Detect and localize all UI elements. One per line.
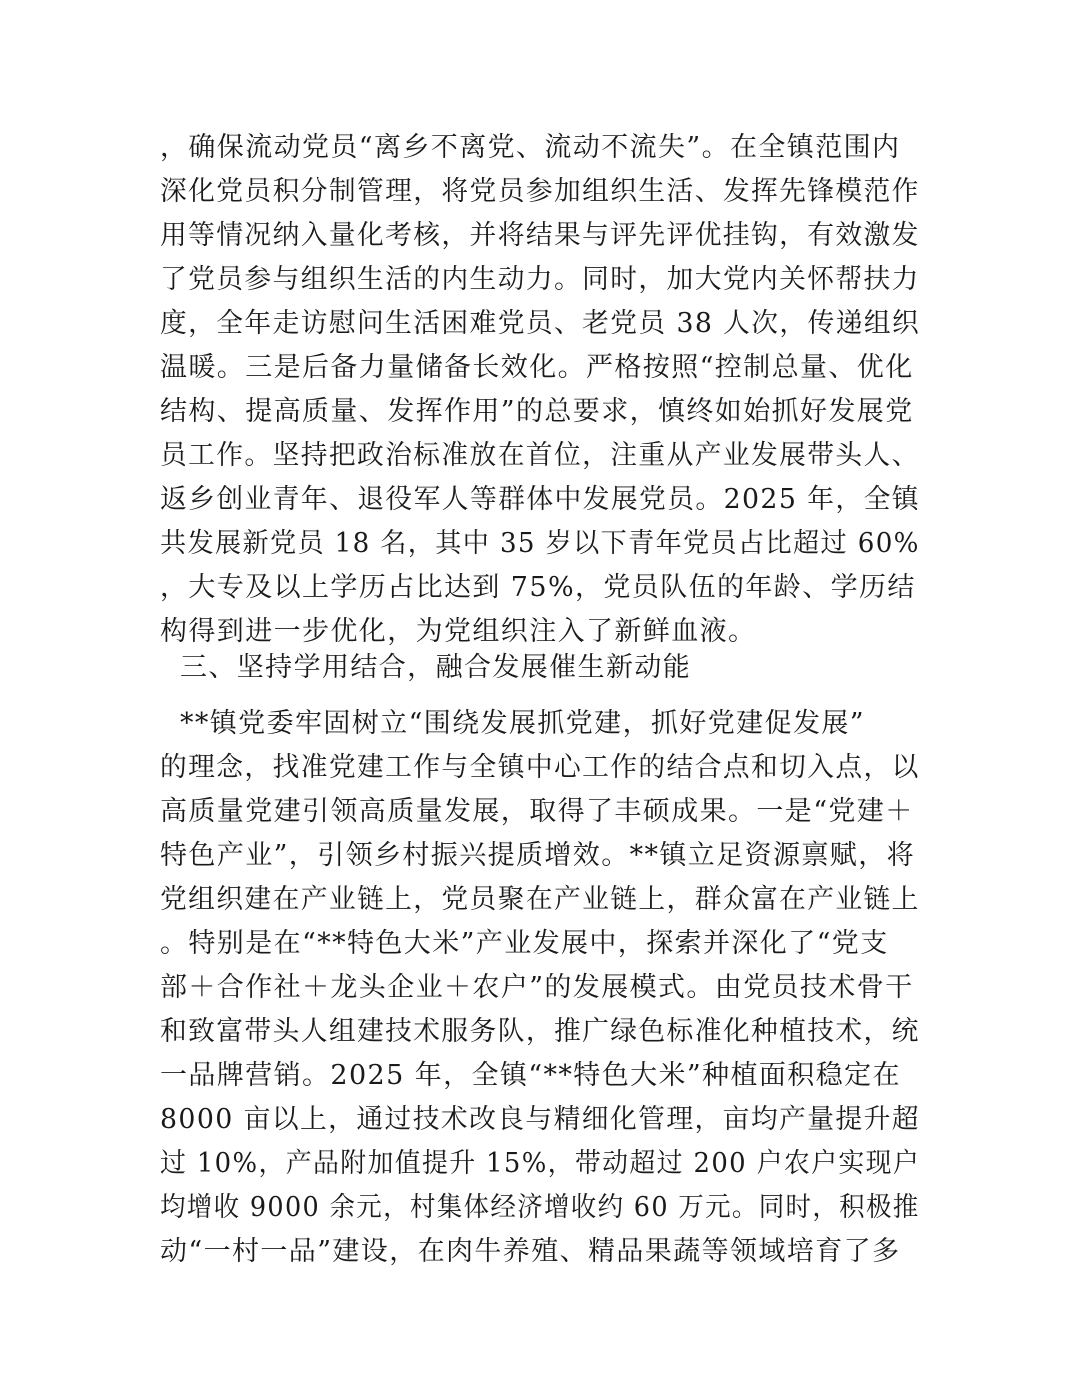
paragraph-line: **镇党委牢固树立“围绕发展抓党建，抓好党建促发展” (160, 708, 865, 739)
paragraph-line: 温暖。三是后备力量储备长效化。严格按照“控制总量、优化 (160, 352, 914, 383)
paragraph-line: ，大专及以上学历占比达到 75%，党员队伍的年龄、学历结 (160, 572, 916, 603)
paragraph-line: 结构、提高质量、发挥作用”的总要求，慎终如始抓好发展党 (160, 396, 914, 427)
paragraph-line: 部＋合作社＋龙头企业＋农户”的发展模式。由党员技术骨干 (160, 972, 914, 1003)
section-heading (160, 646, 920, 690)
paragraph-line: 特色产业”，引领乡村振兴提质增效。**镇立足资源禀赋，将 (160, 840, 916, 871)
paragraph-integrated-development (160, 702, 920, 1274)
paragraph-line: 的理念，找准党建工作与全镇中心工作的结合点和切入点，以 (160, 752, 920, 783)
paragraph-line: 共发展新党员 18 名，其中 35 岁以下青年党员占比超过 60% (160, 528, 920, 559)
paragraph-line: 和致富带头人组建技术服务队，推广绿色标准化种植技术，统 (160, 1016, 920, 1047)
paragraph-line: 均增收 9000 余元，村集体经济增收约 60 万元。同时，积极推 (160, 1192, 920, 1223)
paragraph-line: 一品牌营销。2025 年，全镇“**特色大米”种植面积稳定在 (160, 1060, 901, 1091)
paragraph-line: 员工作。坚持把政治标准放在首位，注重从产业发展带头人、 (160, 440, 920, 471)
section-heading-text: 三、坚持学用结合，融合发展催生新动能 (160, 652, 692, 683)
paragraph-line: 党组织建在产业链上，党员聚在产业链上，群众富在产业链上 (160, 884, 920, 915)
paragraph-line: 过 10%，产品附加值提升 15%，带动超过 200 户农户实现户 (160, 1148, 921, 1179)
paragraph-line: ，确保流动党员“离乡不离党、流动不流失”。在全镇范围内 (160, 132, 901, 163)
paragraph-line: 度，全年走访慰问生活困难党员、老党员 38 人次，传递组织 (160, 308, 921, 339)
paragraph-line: 了党员参与组织生活的内生动力。同时，加大党内关怀帮扶力 (160, 264, 920, 295)
paragraph-line: 。特别是在“**特色大米”产业发展中，探索并深化了“党支 (160, 928, 889, 959)
paragraph-party-members (160, 126, 920, 654)
paragraph-line: 构得到进一步优化，为党组织注入了新鲜血液。 (160, 616, 757, 647)
paragraph-line: 用等情况纳入量化考核，并将结果与评先评优挂钩，有效激发 (160, 220, 920, 251)
paragraph-line: 高质量党建引领高质量发展，取得了丰硕成果。一是“党建＋ (160, 796, 914, 827)
paragraph-line: 返乡创业青年、退役军人等群体中发展党员。2025 年，全镇 (160, 484, 920, 515)
paragraph-line: 深化党员积分制管理，将党员参加组织生活、发挥先锋模范作 (160, 176, 920, 207)
paragraph-line: 动“一村一品”建设，在肉牛养殖、精品果蔬等领域培育了多 (160, 1236, 901, 1267)
paragraph-line: 8000 亩以上，通过技术改良与精细化管理，亩均产量提升超 (160, 1104, 920, 1135)
